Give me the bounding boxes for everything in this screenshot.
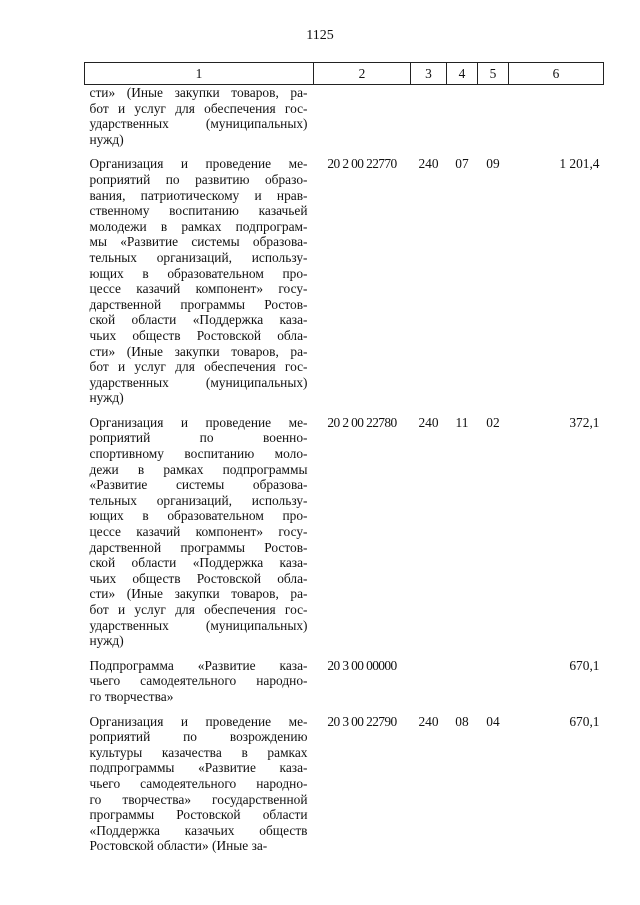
cell-amount: 372,1 [569, 414, 600, 430]
table-row [85, 156, 604, 406]
table-body [85, 85, 604, 854]
cell-description [85, 156, 314, 406]
cell-subsection [478, 85, 509, 148]
cell-description [85, 714, 314, 854]
header-col-target-code: 2 [314, 63, 411, 85]
row-spacer [85, 649, 604, 658]
description-line: ющих в образовательном про- [89, 508, 308, 524]
cell-section [447, 85, 478, 148]
header-col-subsection: 5 [478, 63, 509, 85]
description-line: бот и услуг для обеспечения гос- [89, 100, 308, 116]
header-col-amount: 6 [509, 63, 604, 85]
description-line: ударственных (муниципальных) [89, 116, 308, 132]
description-line: Подпрограмма «Развитие каза- [89, 657, 308, 673]
description-line: тельных организаций, использу- [89, 249, 308, 265]
description-line: ственному воспитанию казачьей [89, 203, 308, 219]
cell-amount: 1 201,4 [559, 156, 600, 172]
description-line: ющих в образовательном про- [89, 265, 308, 281]
cell-target-code: 20 3 00 22790 [327, 713, 397, 729]
description-line: роприятий по возрождению [89, 729, 308, 745]
cell-expense-type: 240 [418, 414, 439, 430]
description-line: программы Ростовской области [89, 807, 308, 823]
description-line: цессе казачий компонент» госу- [89, 524, 308, 540]
description-line: ской области «Поддержка каза- [89, 555, 308, 571]
cell-subsection [478, 658, 509, 705]
description-line: ударственных (муниципальных) [89, 617, 308, 633]
cell-amount [509, 85, 604, 148]
description-line: дежи в рамках подпрограммы [89, 461, 308, 477]
description-line: бот и услуг для обеспечения гос- [89, 602, 308, 617]
description-line: бот и услуг для обеспечения гос- [89, 359, 308, 375]
cell-target-code: 20 2 00 22780 [327, 414, 397, 430]
cell-description [85, 658, 314, 705]
description-line: го творчества» [89, 688, 174, 704]
description-line: молодежи в рамках подпрограм- [89, 218, 308, 234]
description-line: Ростовской области» (Иные за- [89, 838, 268, 854]
table-row [85, 415, 604, 649]
description-line: культуры казачества в рамках [89, 744, 308, 760]
description-line: чьего самодеятельного народно- [89, 775, 308, 791]
row-spacer-cell [85, 147, 604, 156]
description-line: вания, патриотическому и нрав- [89, 187, 308, 203]
cell-subsection: 02 [486, 414, 500, 430]
row-spacer [85, 705, 604, 714]
cell-expense-type [411, 85, 447, 148]
cell-description [85, 85, 314, 148]
cell-expense-type [411, 658, 447, 705]
header-row [85, 63, 604, 85]
cell-section: 07 [455, 156, 469, 172]
cell-section: 11 [455, 414, 469, 430]
cell-target-code [314, 85, 411, 148]
budget-table [84, 62, 604, 854]
description-line: сти» (Иные закупки товаров, ра- [89, 586, 308, 602]
description-line: нужд) [89, 390, 124, 406]
description-line: дарственной программы Ростов- [89, 539, 308, 555]
table-row [85, 658, 604, 705]
row-spacer-cell [85, 705, 604, 714]
cell-subsection: 09 [486, 156, 500, 172]
page-number: 1125 [306, 28, 334, 43]
description-line: чьего самодеятельного народно- [89, 673, 308, 689]
description-line: нужд) [89, 131, 124, 147]
description-line: мы «Развитие системы образова- [89, 234, 308, 250]
row-spacer [85, 147, 604, 156]
description-line: ударственных (муниципальных) [89, 374, 308, 390]
row-spacer [85, 406, 604, 415]
description-line: Организация и проведение ме- [89, 414, 308, 430]
header-col-description: 1 [85, 63, 314, 85]
table-row [85, 85, 604, 148]
description-line: «Развитие системы образова- [89, 477, 308, 493]
cell-expense-type: 240 [418, 713, 439, 729]
description-line: ской области «Поддержка каза- [89, 312, 308, 328]
description-line: Организация и проведение ме- [89, 713, 308, 729]
header-col-expense-type: 3 [411, 63, 447, 85]
table-header [85, 63, 604, 85]
row-spacer-cell [85, 649, 604, 658]
cell-target-code: 20 3 00 00000 [327, 657, 397, 673]
description-line: цессе казачий компонент» госу- [89, 281, 308, 297]
cell-expense-type: 240 [418, 156, 439, 172]
description-line: чьих обществ Ростовской обла- [89, 570, 308, 586]
cell-section: 08 [455, 713, 469, 729]
description-line: спортивному воспитанию моло- [89, 446, 308, 462]
description-line: чьих обществ Ростовской обла- [89, 327, 308, 343]
description-line: Организация и проведение ме- [89, 156, 308, 172]
cell-target-code: 20 2 00 22770 [327, 156, 397, 172]
cell-amount: 670,1 [569, 713, 600, 729]
header-col-section: 4 [447, 63, 478, 85]
description-line: роприятий по развитию образо- [89, 171, 308, 187]
row-spacer-cell [85, 406, 604, 415]
description-line: сти» (Иные закупки товаров, ра- [89, 343, 308, 359]
description-line: дарственной программы Ростов- [89, 296, 308, 312]
cell-subsection: 04 [486, 713, 500, 729]
description-line: сти» (Иные закупки товаров, ра- [89, 85, 308, 100]
cell-amount: 670,1 [569, 657, 600, 673]
cell-section [447, 658, 478, 705]
table-row [85, 714, 604, 854]
description-line: тельных организаций, использу- [89, 492, 308, 508]
description-line: нужд) [89, 633, 124, 649]
description-line: «Поддержка казачьих обществ [89, 822, 308, 838]
cell-description [85, 415, 314, 649]
description-line: го творчества» государственной [89, 791, 308, 807]
description-line: подпрограммы «Развитие каза- [89, 760, 308, 776]
description-line: роприятий по военно- [89, 430, 308, 446]
